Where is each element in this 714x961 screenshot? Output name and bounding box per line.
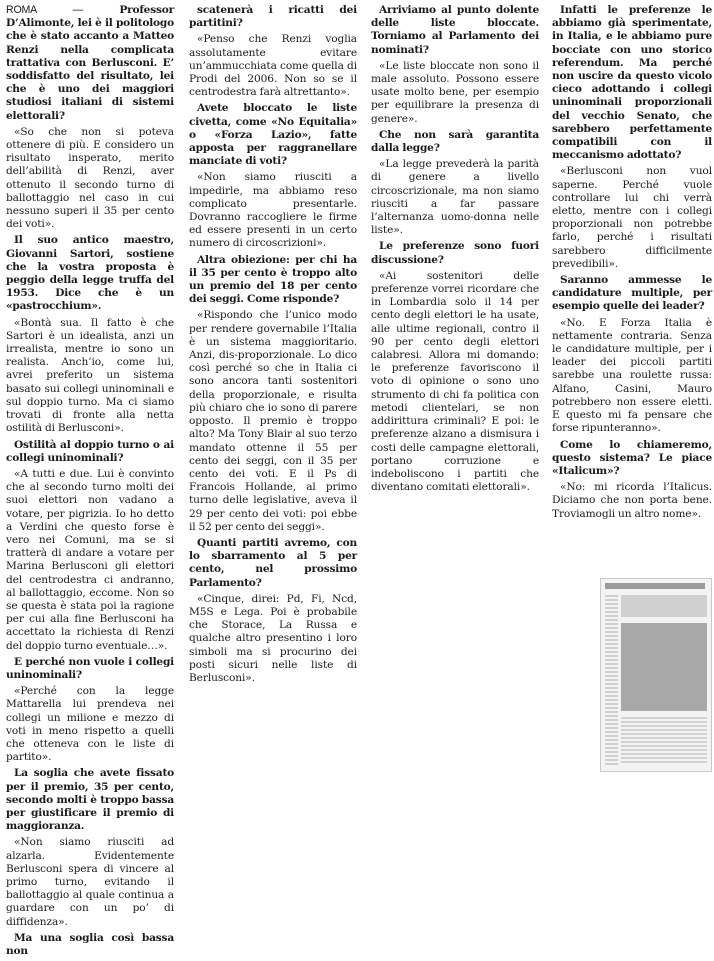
location-tag: ROMA — — [6, 4, 120, 16]
answer-paragraph: «Penso che Renzi voglia assolutamente evitare un’ammucchiata come quella di Prodi del 2006. Non so se il centrodestra farà altrettanto». — [189, 33, 357, 99]
answer-paragraph: «Perché con la legge Mattarella lui prendeva nei collegi un milione e mezzo di voti in meno rispetto a quelli che otteneva con le liste di partito». — [6, 685, 174, 764]
column-2-body — [189, 4, 357, 685]
question-paragraph: Altra obiezione: per chi ha il 35 per cento è troppo alto un premio del 18 per cento dei seggi. Come risponde? — [189, 253, 357, 306]
thumbnail-headline — [621, 595, 707, 617]
question-paragraph: scatenerà i ricatti dei partitini? — [189, 4, 357, 30]
column-4-body — [552, 4, 712, 521]
answer-paragraph: «La legge prevederà la parità di genere a livello circoscrizionale, ma non siamo riusciti a far passare l’alternanza uomo-donna nelle liste». — [371, 158, 539, 237]
answer-paragraph: «Cinque, direi: Pd, Fi, Ncd, M5S e Lega. Poi è probabile che Storace, La Russa e qualche altro presentino i loro simboli ma si procurino dei posti sicuri nelle liste di Berlusconi». — [189, 592, 357, 684]
question-paragraph: Come lo chiameremo, questo sistema? Le piace «Italicum»? — [552, 438, 712, 477]
answer-paragraph: «Non siamo riusciti a impedirle, ma abbiamo reso complicato presentarle. Dovranno raccogliere le firme ed essere presenti in un certo numero di circoscrizioni». — [189, 171, 357, 250]
question-paragraph: Quanti partiti avremo, con lo sbarramento al 5 per cento, nel prossimo Parlamento? — [189, 536, 357, 589]
answer-paragraph: «No. E Forza Italia è nettamente contraria. Senza le candidature multiple, per i leader dei piccoli partiti sarebbe una roulette russa: Alfano, Casini, Mauro potrebbero non essere eletti. E questo mi fa pensare che forse ripunteranno». — [552, 316, 712, 435]
intro-question: Professor D’Alimonte, lei è il politologo che è stato accanto a Matteo Renzi nella complicata trattativa con Berlusconi. E’ soddisfatto del risultato, lei che è uno dei maggiori studiosi italiani di sistemi elettorali? — [6, 4, 174, 122]
question-paragraph: Che non sarà garantita dalla legge? — [371, 128, 539, 155]
answer-paragraph: «A tutti e due. Lui è convinto che al secondo turno molti dei suoi elettori non vadano a votare, per pigrizia. Io ho detto a Verdini che questo forse è vero nei Comuni, ma se si tratterà di andare a votare per Marina Berlusconi gli elettori del centrodestra ci andranno, al ballottaggio, eccome. Non so se questa è stata poi la ragione per cui alla fine Berlusconi ha accettato la richiesta di Renzi del doppio turno eventuale…». — [6, 467, 174, 652]
column-3 — [371, 4, 539, 497]
question-paragraph: Avete bloccato le liste civetta, come «No Equitalia» o «Forza Lazio», fatte apposta per raggranellare manciate di voti? — [189, 102, 357, 168]
question-paragraph: Le preferenze sono fuori discussione? — [371, 240, 539, 266]
question-paragraph: E perché non vuole i collegi uninominali? — [6, 655, 174, 681]
question-paragraph: Saranno ammesse le candidature multiple, per esempio quelle dei leader? — [552, 274, 712, 313]
thumbnail-footer-text — [621, 717, 707, 765]
question-paragraph: La soglia che avete fissato per il premio, 35 per cento, secondo molti è troppo bassa per giustificare il premio di maggioranza. — [6, 767, 174, 833]
column-4 — [552, 4, 712, 524]
column-1-body — [6, 126, 174, 958]
thumbnail-photo — [621, 623, 707, 711]
answer-paragraph: «Rispondo che l’unico modo per rendere governabile l’Italia è un sistema maggioritario. Anzi, dis-proporzionale. Lo dico così perché so che in Italia ci sono ancora tanti sostenitori della proporzionale, e risulta più chiaro che io sono di parere opposto. Il premio è troppo alto? Ma Tony Blair al suo terzo mandato ottenne il 55 per cento dei seggi, con il 35 per cento dei voti. E il Ps di Francois Hollande, al primo turno delle legislative, aveva il 29 per cento dei voti: poi ebbe il 52 per cento dei seggi». — [189, 309, 357, 533]
answer-paragraph: «Le liste bloccate non sono il male assoluto. Possono essere usate molto bene, per esempio per equilibrare la presenza di genere». — [371, 59, 539, 125]
column-3-body — [371, 4, 539, 494]
answer-paragraph: «No: mi ricorda l’Italicus. Diciamo che non porta bene. Troviamogli un altro nome». — [552, 481, 712, 520]
answer-paragraph: «Non siamo riusciti ad alzarla. Evidentemente Berlusconi spera di vincere al primo turno, evitando il ballottaggio al quale continua a guardare con un po’ di diffidenza». — [6, 836, 174, 928]
answer-paragraph: «So che non si poteva ottenere di più. E considero un risultato insperato, merito dell’abilità di Renzi, aver ottenuto il secondo turno di ballottaggio nel caso in cui nessuno superi il 35 per cento dei voti». — [6, 125, 174, 231]
column-2 — [189, 4, 357, 688]
answer-paragraph: «Bontà sua. Il fatto è che Sartori è un idealista, anzi un irrealista, mentre io sono un realista. Anch’io, come lui, avrei preferito un sistema basato sui collegi uninominali e sul doppio turno. Ma ci siamo trovati di fronte alla netta ostilità di Berlusconi». — [6, 316, 174, 435]
question-paragraph: Il suo antico maestro, Giovanni Sartori, sostiene che la vostra proposta è peggio della legge truffa del 1953. Dice che è un «pastrocchium». — [6, 234, 174, 313]
question-paragraph: Ostilità al doppio turno o ai collegi uninominali? — [6, 438, 174, 464]
question-paragraph: Ma una soglia così bassa non — [6, 931, 174, 958]
article-intro — [6, 4, 174, 123]
thumbnail-masthead — [605, 583, 705, 589]
thumbnail-text-column — [605, 595, 618, 765]
question-paragraph: Arriviamo al punto dolente delle liste bloccate. Torniamo al Parlamento dei nominati? — [371, 4, 539, 56]
column-1 — [6, 4, 174, 961]
answer-paragraph: «Ai sostenitori delle preferenze vorrei ricordare che in Lombardia solo il 14 per cento degli elettori le ha usate, alle ultime regionali, contro il 90 per cento degli elettori calabresi. Allora mi domando: le preferenze favoriscono il voto di opinione o sono uno strumento di chi fa politica con metodi clientelari, se non addirittura criminali? E poi: le preferenze alzano a dismisura i costi delle campagne elettorali, portano corruzione e indeboliscono i partiti che diventano comitati elettorali». — [371, 269, 539, 494]
answer-paragraph: «Berlusconi non vuol saperne. Perché vuole controllare lui chi verrà eletto, mentre con i collegi proporzionali non potrebbe farlo, perché i risultati sarebbero difficilmente prevedibili». — [552, 165, 712, 270]
newspaper-page-thumbnail — [600, 578, 712, 772]
question-paragraph: Infatti le preferenze le abbiamo già sperimentate, in Italia, e le abbiamo pure bocciate con uno storico referendum. Ma perché non uscire da questo vicolo cieco adottando i collegi uninominali proporzionali del vecchio Senato, che sarebbero perfettamente compatibili con il meccanismo adottato? — [552, 4, 712, 162]
